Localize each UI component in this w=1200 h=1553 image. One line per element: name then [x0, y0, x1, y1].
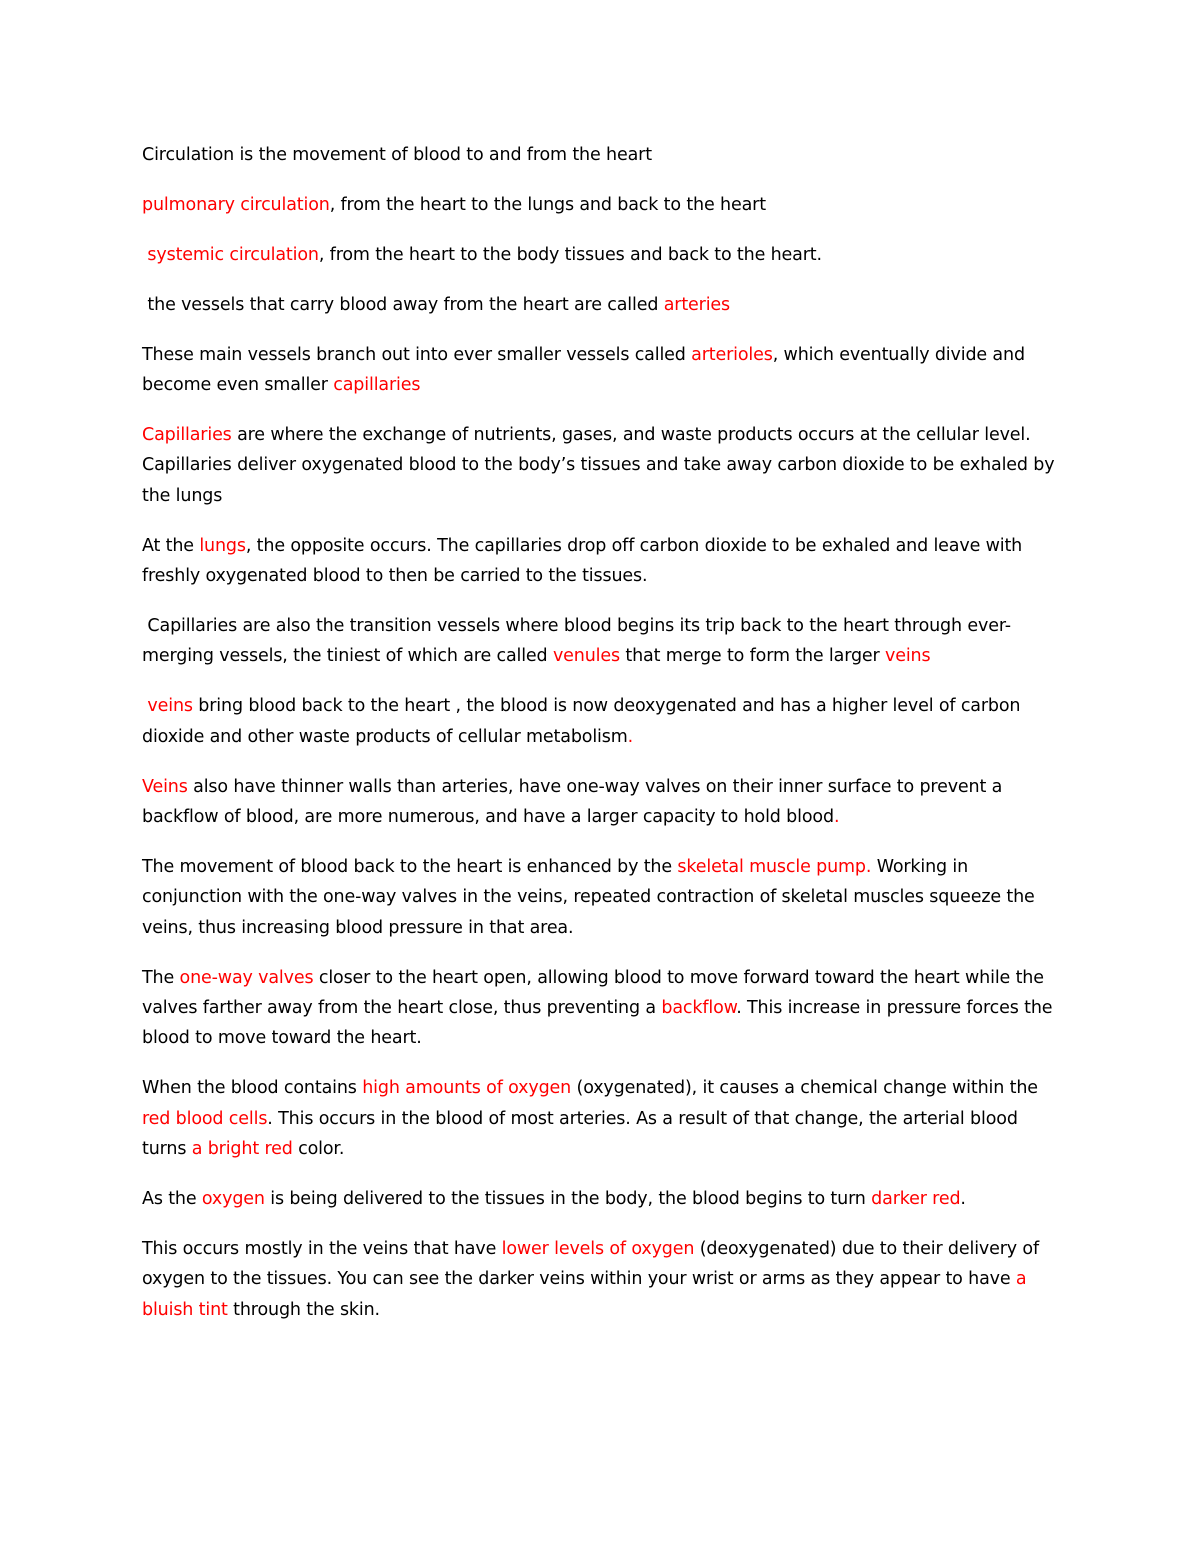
text-run: , which eventually divide and become even smaller	[142, 344, 1031, 396]
highlighted-term: pulmonary circulation	[142, 194, 330, 215]
paragraph	[142, 1184, 1062, 1214]
text-run: The	[142, 967, 180, 988]
highlighted-term: red blood cells	[142, 1108, 268, 1129]
highlighted-term: darker red	[871, 1189, 961, 1210]
paragraph	[142, 691, 1062, 752]
highlighted-term: veins	[142, 696, 193, 717]
paragraph	[142, 1234, 1062, 1325]
highlighted-term: a bluish tint	[142, 1269, 1032, 1320]
paragraph	[142, 190, 1062, 220]
text-run: , from the heart to the lungs and back to the heart	[329, 194, 766, 215]
text-run: also have thinner walls than arteries, have one-way valves on their inner surface to prevent a backflow of blood, are more numerous, and have a larger capacity to hold blood	[142, 776, 1008, 827]
text-run: This occurs mostly in the veins that have	[142, 1238, 502, 1259]
paragraph	[142, 531, 1062, 592]
text-run: are where the exchange of nutrients, gases, and waste products occurs at the cellular level. Capillaries deliver oxygenated blood to the body’s tissues and take away carbon dioxide to be exhaled by the lungs	[142, 424, 1060, 506]
highlighted-term: Capillaries	[142, 424, 232, 445]
paragraph	[142, 240, 1062, 270]
text-run: These main vessels branch out into ever smaller vessels called	[142, 344, 692, 365]
text-run: color.	[292, 1139, 345, 1160]
paragraph	[142, 772, 1062, 833]
paragraph	[142, 290, 1062, 320]
text-run: Circulation is the movement of blood to and from the heart	[142, 145, 652, 165]
text-run: is being delivered to the tissues in the body, the blood begins to turn	[264, 1189, 872, 1210]
highlighted-term: backflow	[661, 998, 737, 1019]
text-run: . This increase in pressure forces the blood to move toward the heart.	[142, 998, 1058, 1049]
highlighted-term: skeletal muscle pump.	[677, 856, 872, 877]
text-run: When the blood contains	[142, 1078, 363, 1099]
document-body	[142, 140, 1062, 1345]
highlighted-term: arterioles	[691, 344, 773, 365]
highlighted-term: systemic circulation	[142, 244, 319, 265]
highlighted-term: one-way valves	[179, 967, 314, 988]
text-run: .	[960, 1189, 966, 1210]
highlighted-term: oxygen	[201, 1189, 265, 1210]
highlighted-term: lungs	[199, 535, 246, 556]
highlighted-term: Veins	[142, 776, 188, 797]
paragraph	[142, 420, 1062, 511]
text-run: , from the heart to the body tissues and back to the heart.	[318, 244, 822, 265]
paragraph	[142, 1073, 1062, 1164]
text-run: , the opposite occurs. The capillaries drop off carbon dioxide to be exhaled and leave with freshly oxygenated blood to then be carried to the tissues.	[142, 535, 1028, 587]
highlighted-term: lower levels of oxygen	[501, 1238, 695, 1259]
highlighted-term: a bright red	[191, 1139, 293, 1160]
highlighted-term: .	[627, 726, 634, 747]
highlighted-term: high amounts of oxygen	[362, 1078, 572, 1099]
highlighted-term: venules	[552, 646, 620, 667]
highlighted-term: .	[833, 807, 840, 827]
text-run: the vessels that carry blood away from the heart are called	[142, 294, 664, 315]
paragraph	[142, 852, 1062, 943]
paragraph	[142, 140, 1062, 170]
paragraph	[142, 963, 1062, 1054]
text-run: Working in conjunction with the one-way valves in the veins, repeated contraction of skeletal muscles squeeze the veins, thus increasing blood pressure in that area.	[142, 856, 1041, 938]
text-run: through the skin.	[227, 1299, 380, 1320]
text-run: (deoxygenated) due to their delivery of oxygen to the tissues. You can see the darker veins within your wrist or arms as they appear to have	[142, 1238, 1045, 1290]
highlighted-term: veins	[885, 646, 931, 667]
text-run: closer to the heart open, allowing blood to move forward toward the heart while the valves farther away from the heart close, thus preventing a	[142, 967, 1050, 1019]
highlighted-term: arteries	[663, 294, 730, 315]
text-run: At the	[142, 535, 200, 556]
text-run: that merge to form the larger	[619, 646, 885, 667]
highlighted-term: capillaries	[333, 375, 421, 396]
paragraph	[142, 340, 1062, 401]
text-run: . This occurs in the blood of most arteries. As a result of that change, the arterial blood turns	[142, 1108, 1024, 1160]
text-run: bring blood back to the heart , the blood is now deoxygenated and has a higher level of carbon dioxide and other waste products of cellular metabolism	[142, 696, 1026, 747]
text-run: (oxygenated), it causes a chemical change within the	[571, 1078, 1044, 1099]
text-run: As the	[142, 1189, 202, 1210]
paragraph	[142, 611, 1062, 672]
text-run: The movement of blood back to the heart is enhanced by the	[142, 856, 678, 877]
text-run: Capillaries are also the transition vessels where blood begins its trip back to the heart through ever-merging vessels, the tiniest of which are called	[142, 615, 1011, 667]
